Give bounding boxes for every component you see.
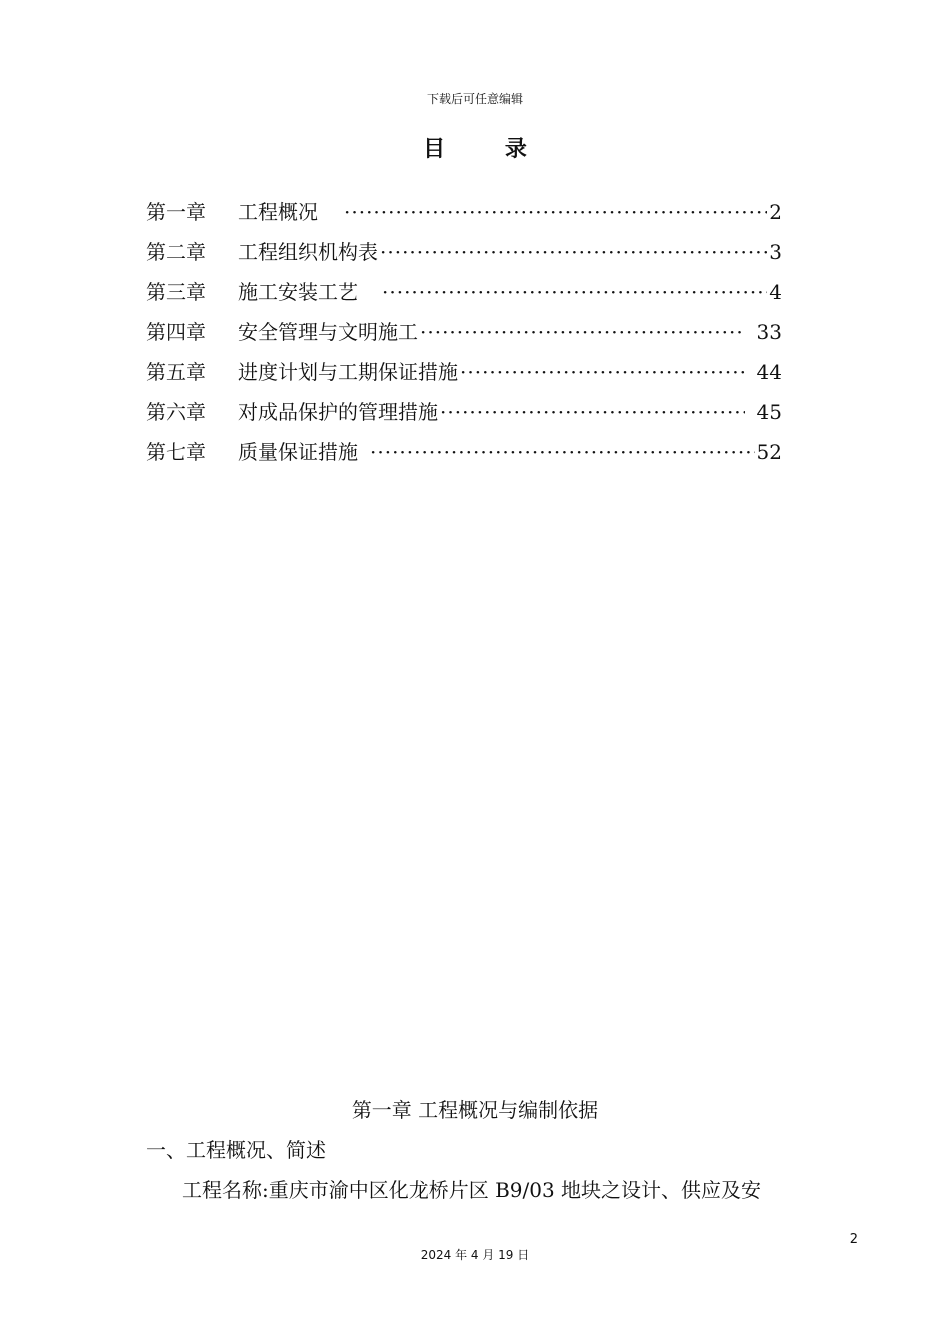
toc-dot-leader bbox=[460, 360, 745, 384]
toc-chapter-title: 质量保证措施 bbox=[238, 440, 358, 464]
toc-entry-3[interactable] bbox=[146, 276, 782, 316]
toc-chapter-title: 进度计划与工期保证措施 bbox=[238, 360, 458, 384]
toc-entry-2[interactable] bbox=[146, 236, 782, 276]
toc-chapter-number: 第二章 bbox=[146, 240, 206, 264]
toc-chapter-number: 第一章 bbox=[146, 200, 206, 224]
toc-dot-leader bbox=[420, 320, 745, 344]
footer-date: 2024 年 4 月 19 日 bbox=[420, 1248, 530, 1262]
toc-entry-7[interactable] bbox=[146, 436, 782, 476]
body-paragraph: 工程名称:重庆市渝中区化龙桥片区 B9/03 地块之设计、供应及安 bbox=[182, 1178, 762, 1202]
toc-entry-5[interactable] bbox=[146, 356, 782, 396]
toc-page-number: 44 bbox=[756, 360, 782, 384]
toc-page-number: 4 bbox=[769, 280, 782, 304]
toc-chapter-number: 第五章 bbox=[146, 360, 206, 384]
toc-page-number: 45 bbox=[756, 400, 782, 424]
header-note: 下载后可任意编辑 bbox=[426, 92, 523, 106]
toc-chapter-number: 第四章 bbox=[146, 320, 206, 344]
section-heading: 一、工程概况、简述 bbox=[146, 1138, 326, 1162]
toc-chapter-title: 工程概况 bbox=[238, 200, 318, 224]
toc-entry-4[interactable] bbox=[146, 316, 782, 356]
toc-entry-6[interactable] bbox=[146, 396, 782, 436]
page-number: 2 bbox=[849, 1232, 858, 1247]
table-of-contents bbox=[146, 196, 782, 476]
toc-dot-leader bbox=[370, 440, 755, 464]
toc-chapter-number: 第三章 bbox=[146, 280, 206, 304]
toc-page-number: 3 bbox=[769, 240, 782, 264]
chapter-heading: 第一章 工程概况与编制依据 bbox=[351, 1098, 599, 1122]
toc-page-number: 52 bbox=[756, 440, 782, 464]
toc-dot-leader bbox=[382, 280, 767, 304]
toc-entry-1[interactable] bbox=[146, 196, 782, 236]
toc-chapter-number: 第七章 bbox=[146, 440, 206, 464]
toc-chapter-title: 安全管理与文明施工 bbox=[238, 320, 418, 344]
toc-chapter-title: 施工安装工艺 bbox=[238, 280, 358, 304]
toc-dot-leader bbox=[440, 400, 745, 424]
toc-title: 目 录 bbox=[423, 136, 553, 162]
toc-chapter-number: 第六章 bbox=[146, 400, 206, 424]
toc-chapter-title: 对成品保护的管理措施 bbox=[238, 400, 438, 424]
toc-dot-leader bbox=[344, 200, 767, 224]
toc-page-number: 2 bbox=[769, 200, 782, 224]
toc-dot-leader bbox=[380, 240, 767, 264]
toc-chapter-title: 工程组织机构表 bbox=[238, 240, 378, 264]
toc-page-number: 33 bbox=[756, 320, 782, 344]
